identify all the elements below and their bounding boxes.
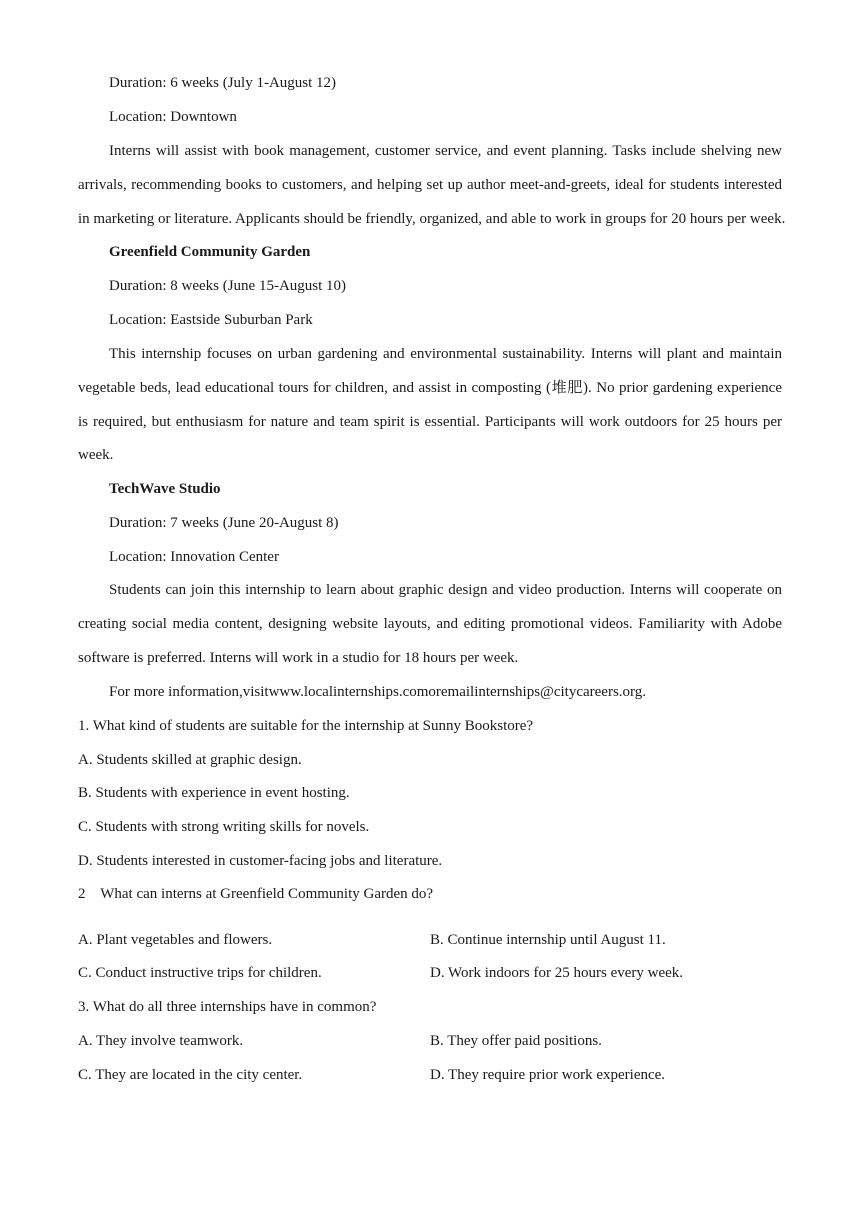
techwave-location: Location: Innovation Center <box>109 549 279 565</box>
q2-option-d: D. Work indoors for 25 hours every week. <box>430 965 684 981</box>
q3-stem: 3. What do all three internships have in common? <box>78 999 377 1015</box>
q3-option-a: A. They involve teamwork. <box>78 1033 244 1049</box>
bookstore-desc-line-3: in marketing or literature. Applicants should be friendly, organized, and able to work in groups for 20 hours per week. <box>78 211 786 227</box>
q2-option-c: C. Conduct instructive trips for children. <box>78 965 322 981</box>
bookstore-desc-line-2: arrivals, recommending books to customers, and helping set up author meet-and-greets, ideal for students interested <box>78 177 782 193</box>
garden-desc-line-3: is required, but enthusiasm for nature and team spirit is essential. Participants will work outdoors for 25 hours per <box>78 414 782 430</box>
garden-location: Location: Eastside Suburban Park <box>109 312 313 328</box>
q2-stem: 2 What can interns at Greenfield Community Garden do? <box>78 886 434 902</box>
garden-duration: Duration: 8 weeks (June 15-August 10) <box>109 278 347 294</box>
garden-desc-line-4: week. <box>78 447 114 463</box>
q1-option-a: A. Students skilled at graphic design. <box>78 752 302 768</box>
q1-option-d: D. Students interested in customer-facing jobs and literature. <box>78 853 443 869</box>
q1-option-b: B. Students with experience in event hosting. <box>78 785 350 801</box>
garden-desc-line-1: This internship focuses on urban gardening and environmental sustainability. Interns will plant and maintain <box>109 346 782 362</box>
bookstore-duration: Duration: 6 weeks (July 1-August 12) <box>109 75 337 91</box>
q3-option-b: B. They offer paid positions. <box>430 1033 602 1049</box>
techwave-desc-line-2: creating social media content, designing website layouts, and editing promotional videos. Familiarity with Adobe <box>78 616 782 632</box>
garden-title: Greenfield Community Garden <box>109 244 311 260</box>
techwave-duration: Duration: 7 weeks (June 20-August 8) <box>109 515 339 531</box>
techwave-desc-line-3: software is preferred. Interns will work in a studio for 18 hours per week. <box>78 650 519 666</box>
techwave-desc-line-1: Students can join this internship to learn about graphic design and video production. Interns will cooperate on <box>109 582 782 598</box>
bookstore-location: Location: Downtown <box>109 109 237 125</box>
q1-stem: 1. What kind of students are suitable for the internship at Sunny Bookstore? <box>78 718 534 734</box>
bookstore-desc-line-1: Interns will assist with book management, customer service, and event planning. Tasks include shelving new <box>109 143 782 159</box>
techwave-title: TechWave Studio <box>109 481 221 497</box>
q3-option-c: C. They are located in the city center. <box>78 1067 303 1083</box>
q2-option-a: A. Plant vegetables and flowers. <box>78 932 273 948</box>
q1-option-c: C. Students with strong writing skills for novels. <box>78 819 370 835</box>
more-info-line: For more information,visitwww.localinternships.comoremailinternships@citycareers.org. <box>109 684 647 700</box>
garden-desc-line-2: vegetable beds, lead educational tours for children, and assist in composting (堆肥). No prior gardening experience <box>78 380 782 396</box>
q3-option-d: D. They require prior work experience. <box>430 1067 666 1083</box>
q2-option-b: B. Continue internship until August 11. <box>430 932 666 948</box>
